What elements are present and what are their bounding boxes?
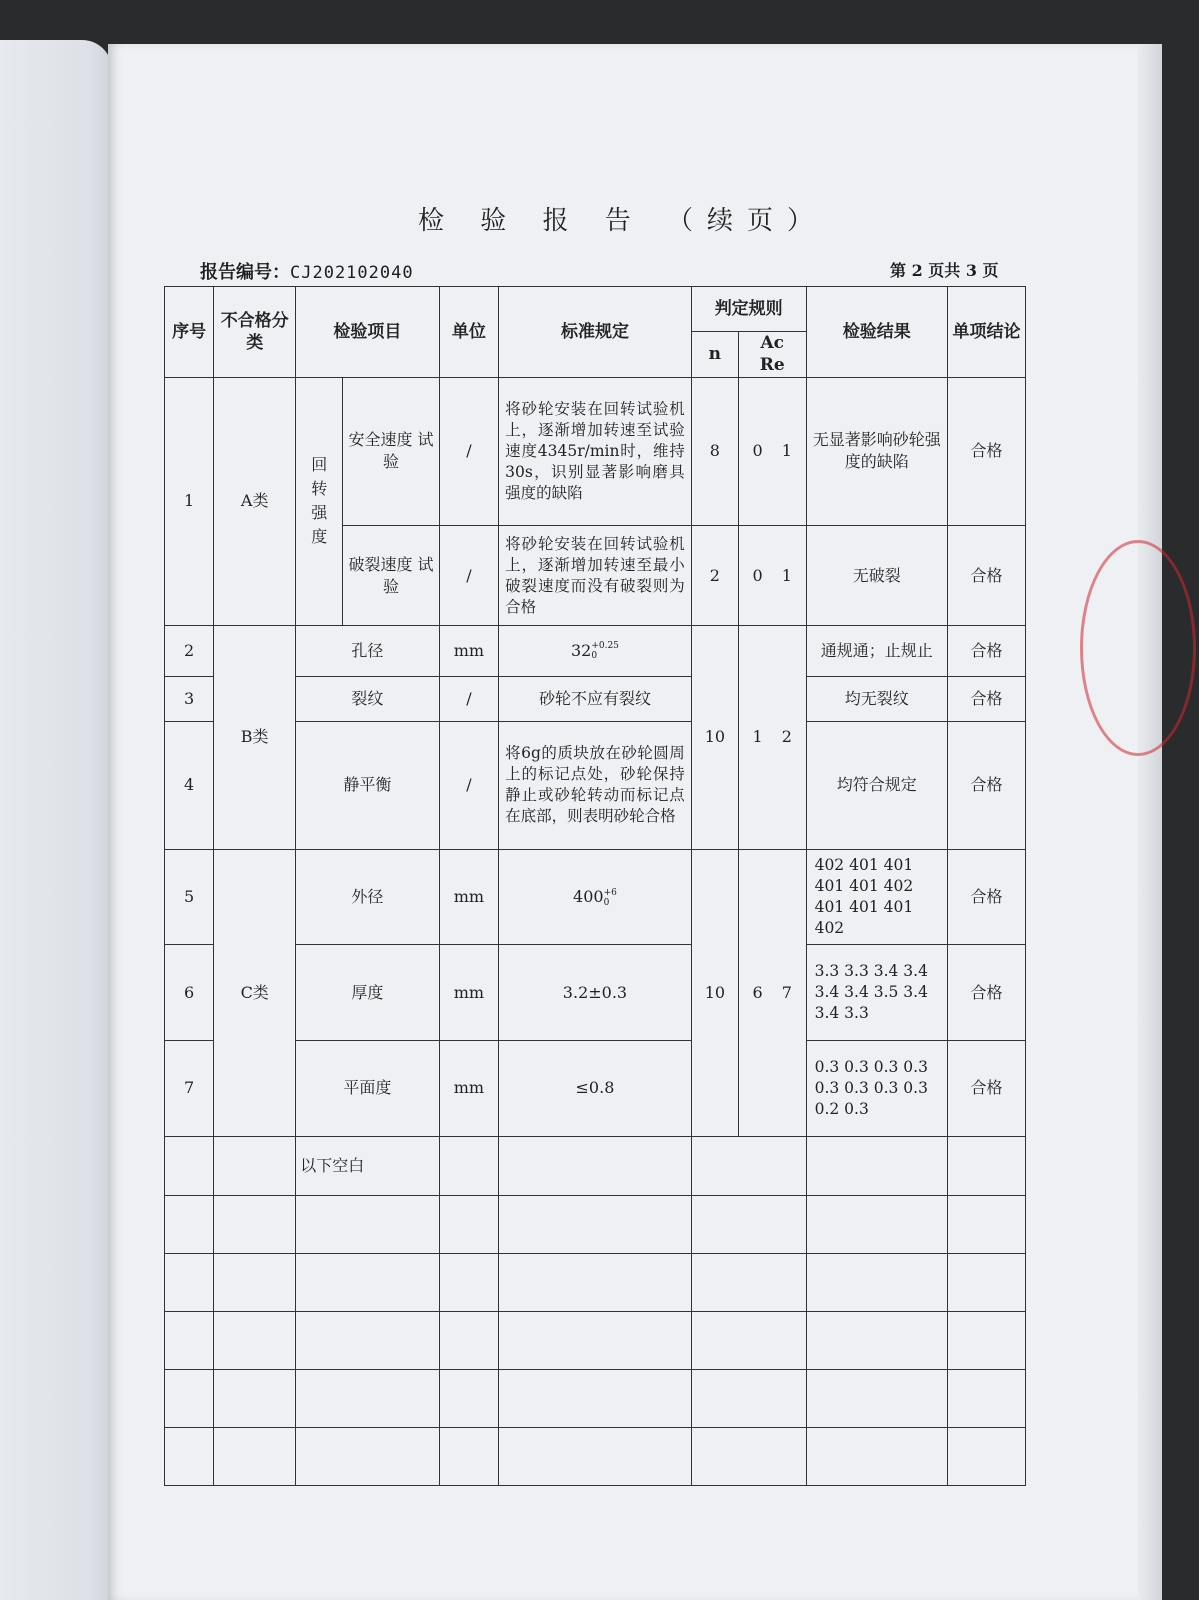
row7-unit: mm (439, 1041, 498, 1137)
header-result: 检验结果 (806, 287, 947, 378)
row5-seq: 5 (165, 849, 214, 945)
row4-seq: 4 (165, 721, 214, 849)
table-row (165, 377, 1026, 526)
report-title: 检 验 报 告 （续页） (418, 206, 828, 236)
report-number (200, 258, 414, 284)
row7-standard: ≤0.8 (499, 1041, 692, 1137)
row1b-standard: 将砂轮安装在回转试验机上，逐渐增加转速至最小破裂速度而没有破裂则为合格 (499, 526, 692, 626)
row1b-item: 破裂速度 试 验 (343, 526, 439, 626)
row7-result: 0.3 0.3 0.3 0.3 0.3 0.3 0.3 0.3 0.2 0.3 (806, 1041, 947, 1137)
page-indicator: 第 2 页共 3 页 (890, 261, 999, 280)
row6-item: 厚度 (296, 945, 439, 1041)
row1a-unit: / (439, 377, 498, 526)
row2-result: 通规通；止规止 (806, 625, 947, 676)
report-number-value: CJ202102040 (290, 263, 414, 283)
header-standard: 标准规定 (499, 287, 692, 378)
row5-standard-sub: 0 (603, 897, 610, 908)
row1a-n: 8 (691, 377, 738, 526)
header-rule: 判定规则 (691, 287, 806, 332)
row3-item: 裂纹 (296, 676, 439, 721)
row6-unit: mm (439, 945, 498, 1041)
row6-seq: 6 (165, 945, 214, 1041)
row1a-conclusion: 合格 (948, 377, 1026, 526)
row1-group (296, 377, 343, 625)
row3-standard: 砂轮不应有裂纹 (499, 676, 692, 721)
row6-conclusion: 合格 (948, 945, 1026, 1041)
row1a-item: 安全速度 试 验 (343, 377, 439, 526)
header-acre: Ac Re (738, 331, 806, 377)
header-seq: 序号 (165, 287, 214, 378)
row2-standard (499, 625, 692, 676)
blank-note: 以下空白 (296, 1136, 439, 1195)
row1a-standard: 将砂轮安装在回转试验机上，逐渐增加转速至试验速度4345r/min时，维持30s，识别显著影响磨具强度的缺陷 (499, 377, 692, 526)
row1-seq: 1 (165, 377, 214, 625)
blank-row (165, 1253, 1026, 1311)
row5-item: 外径 (296, 849, 439, 945)
row2-item: 孔径 (296, 625, 439, 676)
row6-result: 3.3 3.3 3.4 3.4 3.4 3.4 3.5 3.4 3.4 3.3 (806, 945, 947, 1041)
row2-unit: mm (439, 625, 498, 676)
row4-unit: / (439, 721, 498, 849)
row2-conclusion: 合格 (948, 625, 1026, 676)
row5-standard (499, 849, 692, 945)
row5-conclusion: 合格 (948, 849, 1026, 945)
row1-class: A类 (214, 377, 296, 625)
row4-item: 静平衡 (296, 721, 439, 849)
c-class: C类 (214, 849, 296, 1136)
row3-seq: 3 (165, 676, 214, 721)
inspection-table (164, 286, 1026, 1486)
row7-item: 平面度 (296, 1041, 439, 1137)
b-class: B类 (214, 625, 296, 849)
row3-conclusion: 合格 (948, 676, 1026, 721)
row3-result: 均无裂纹 (806, 676, 947, 721)
row1b-unit: / (439, 526, 498, 626)
row2-standard-base: 32 (570, 640, 592, 660)
b-n: 10 (691, 625, 738, 849)
row1b-n: 2 (691, 526, 738, 626)
c-n: 10 (691, 849, 738, 1136)
row1b-conclusion: 合格 (948, 526, 1026, 626)
b-acre: 1 2 (738, 625, 806, 849)
row4-conclusion: 合格 (948, 721, 1026, 849)
row1b-result: 无破裂 (806, 526, 947, 626)
table-row (165, 625, 1026, 676)
sheet-edge (1138, 44, 1162, 1600)
blank-row (165, 1427, 1026, 1485)
blank-row (165, 1195, 1026, 1253)
header-n: n (691, 331, 738, 377)
header-unit: 单位 (439, 287, 498, 378)
blank-row (165, 1136, 1026, 1195)
row1a-acre: 0 1 (738, 377, 806, 526)
table-row (165, 849, 1026, 945)
row7-seq: 7 (165, 1041, 214, 1137)
red-seal-stamp (1080, 540, 1196, 756)
row2-standard-sup: +0.25 (591, 641, 619, 652)
row4-standard: 将6g的质块放在砂轮圆周上的标记点处，砂轮保持静止或砂轮转动而标记点在底部，则表明砂轮合格 (499, 721, 692, 849)
row1a-result: 无显著影响砂轮强度的缺陷 (806, 377, 947, 526)
row3-unit: / (439, 676, 498, 721)
row4-result: 均符合规定 (806, 721, 947, 849)
row7-conclusion: 合格 (948, 1041, 1026, 1137)
header-class: 不合格分类 (214, 287, 296, 378)
row6-standard: 3.2±0.3 (499, 945, 692, 1041)
row2-standard-sub: 0 (591, 651, 598, 662)
row1-group-label: 回转强度 (311, 455, 328, 547)
row5-unit: mm (439, 849, 498, 945)
row1b-acre: 0 1 (738, 526, 806, 626)
c-acre: 6 7 (738, 849, 806, 1136)
row2-seq: 2 (165, 625, 214, 676)
row5-standard-sup: +6 (603, 887, 617, 898)
blank-row (165, 1369, 1026, 1427)
blank-row (165, 1311, 1026, 1369)
header-item: 检验项目 (296, 287, 439, 378)
left-facing-page (0, 40, 112, 1600)
row5-standard-base: 400 (573, 887, 604, 907)
header-conclusion: 单项结论 (948, 287, 1026, 378)
row5-result: 402 401 401 401 401 402 401 401 401 402 (806, 849, 947, 945)
report-number-label: 报告编号： (200, 262, 290, 283)
